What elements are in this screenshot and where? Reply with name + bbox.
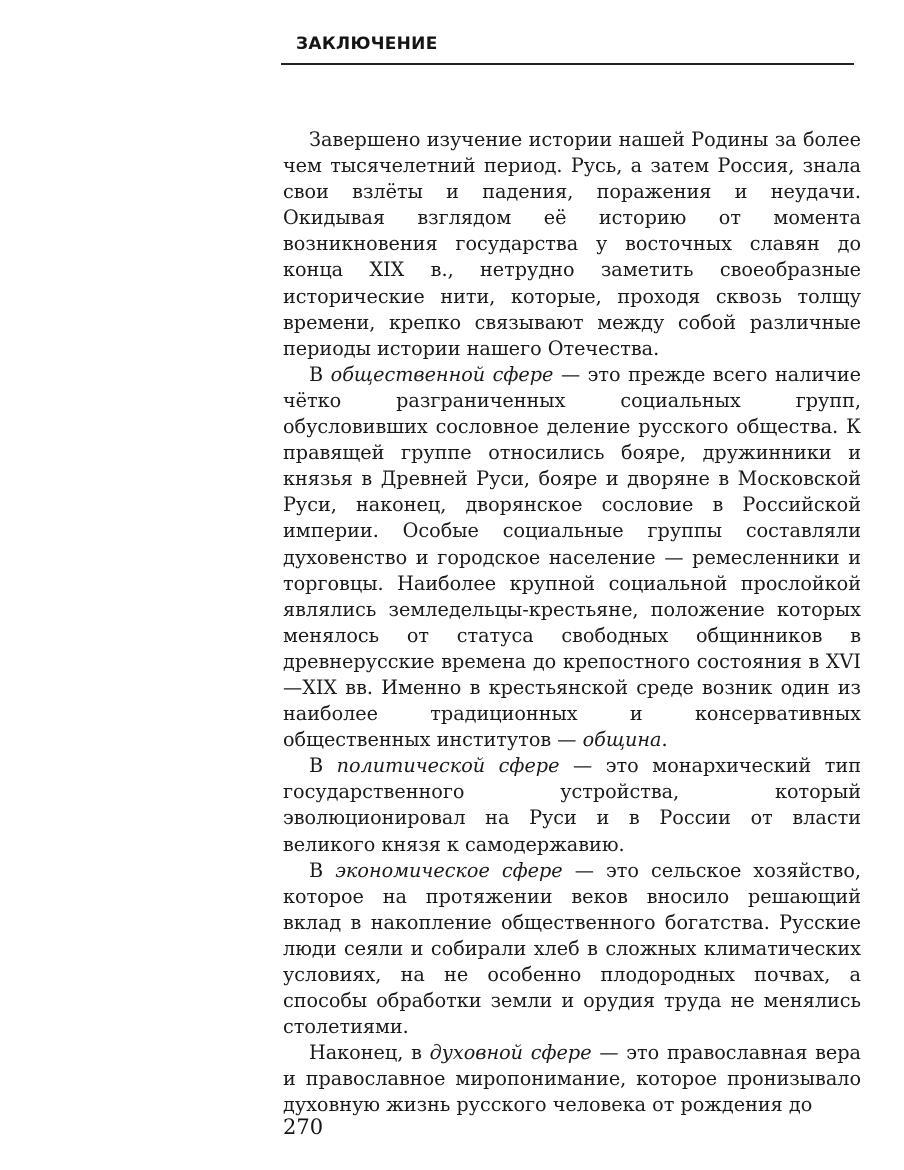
paragraph-text: — это сельское хозяйство, которое на протяжении веков вносило решающий вклад в накопление общественного богатства. Русские люди сеяли и собирали хлеб в сложных климатических условиях, на не особенно плодородных почвах, а способы обработки земли и орудия труда не менялись столетиями. bbox=[283, 858, 861, 1039]
header-rule bbox=[281, 63, 854, 65]
paragraph-end: . bbox=[661, 728, 668, 752]
paragraph-intro: Завершено изучение истории нашей Родины за более чем тысячелетний период. Русь, а затем Россия, знала свои взлёты и падения, поражения и неудачи. Окидывая взглядом её историю от момента возникновения государства у восточных славян до конца XIX в., нетрудно заметить своеобразные исторические нити, которые, проходя сквозь толщу времени, крепко связывают между собой различные периоды истории нашего Отечества. bbox=[283, 128, 861, 360]
paragraph-text: — это монархический тип государственного устройства, который эволюционировал на Руси и в России от власти великого князя к самодержавию. bbox=[283, 754, 861, 856]
paragraph-lead: В bbox=[309, 858, 336, 882]
paragraph-lead: В bbox=[309, 754, 337, 778]
italic-term-community: община bbox=[582, 728, 662, 752]
running-head-title: ЗАКЛЮЧЕНИЕ bbox=[296, 34, 438, 54]
paragraph-spiritual-sphere bbox=[283, 1040, 861, 1118]
body-text bbox=[283, 127, 861, 1119]
paragraph-economic-sphere bbox=[283, 858, 861, 1041]
paragraph-text: — это прежде всего наличие чётко разграниченных социальных групп, обусловивших сословное деление русского общества. К правящей группе относились бояре, дружинники и князья в Древней Руси, бояре и дворяне в Московской Руси, наконец, дворянское сословие в Российской империи. Особые социальные группы составляли духовенство и городское население — ремесленники и торговцы. Наиболее крупной социальной прослойкой являлись земледельцы-крестьяне, положение которых менялось от статуса свободных общинников в древнерусские времена до крепостного состояния в XVI—XIX вв. Именно в крестьянской среде возник один из наиболее традиционных и консервативных общественных институтов — bbox=[283, 362, 861, 752]
italic-term-spiritual-sphere: духовной сфере bbox=[429, 1041, 592, 1065]
italic-term-social-sphere: общественной сфере bbox=[330, 362, 554, 386]
paragraph-lead: В bbox=[309, 362, 331, 386]
italic-term-economic-sphere: экономическое сфере bbox=[335, 858, 563, 882]
page-number: 270 bbox=[283, 1115, 324, 1139]
paragraph-political-sphere bbox=[283, 753, 861, 857]
paragraph-lead: Наконец, в bbox=[309, 1041, 430, 1065]
italic-term-political-sphere: политической сфере bbox=[336, 754, 560, 778]
paragraph-text: — это православная вера и православное миропонимание, которое пронизывало духовную жизнь русского человека от рождения до bbox=[283, 1041, 861, 1117]
paragraph-social-sphere bbox=[283, 362, 861, 753]
